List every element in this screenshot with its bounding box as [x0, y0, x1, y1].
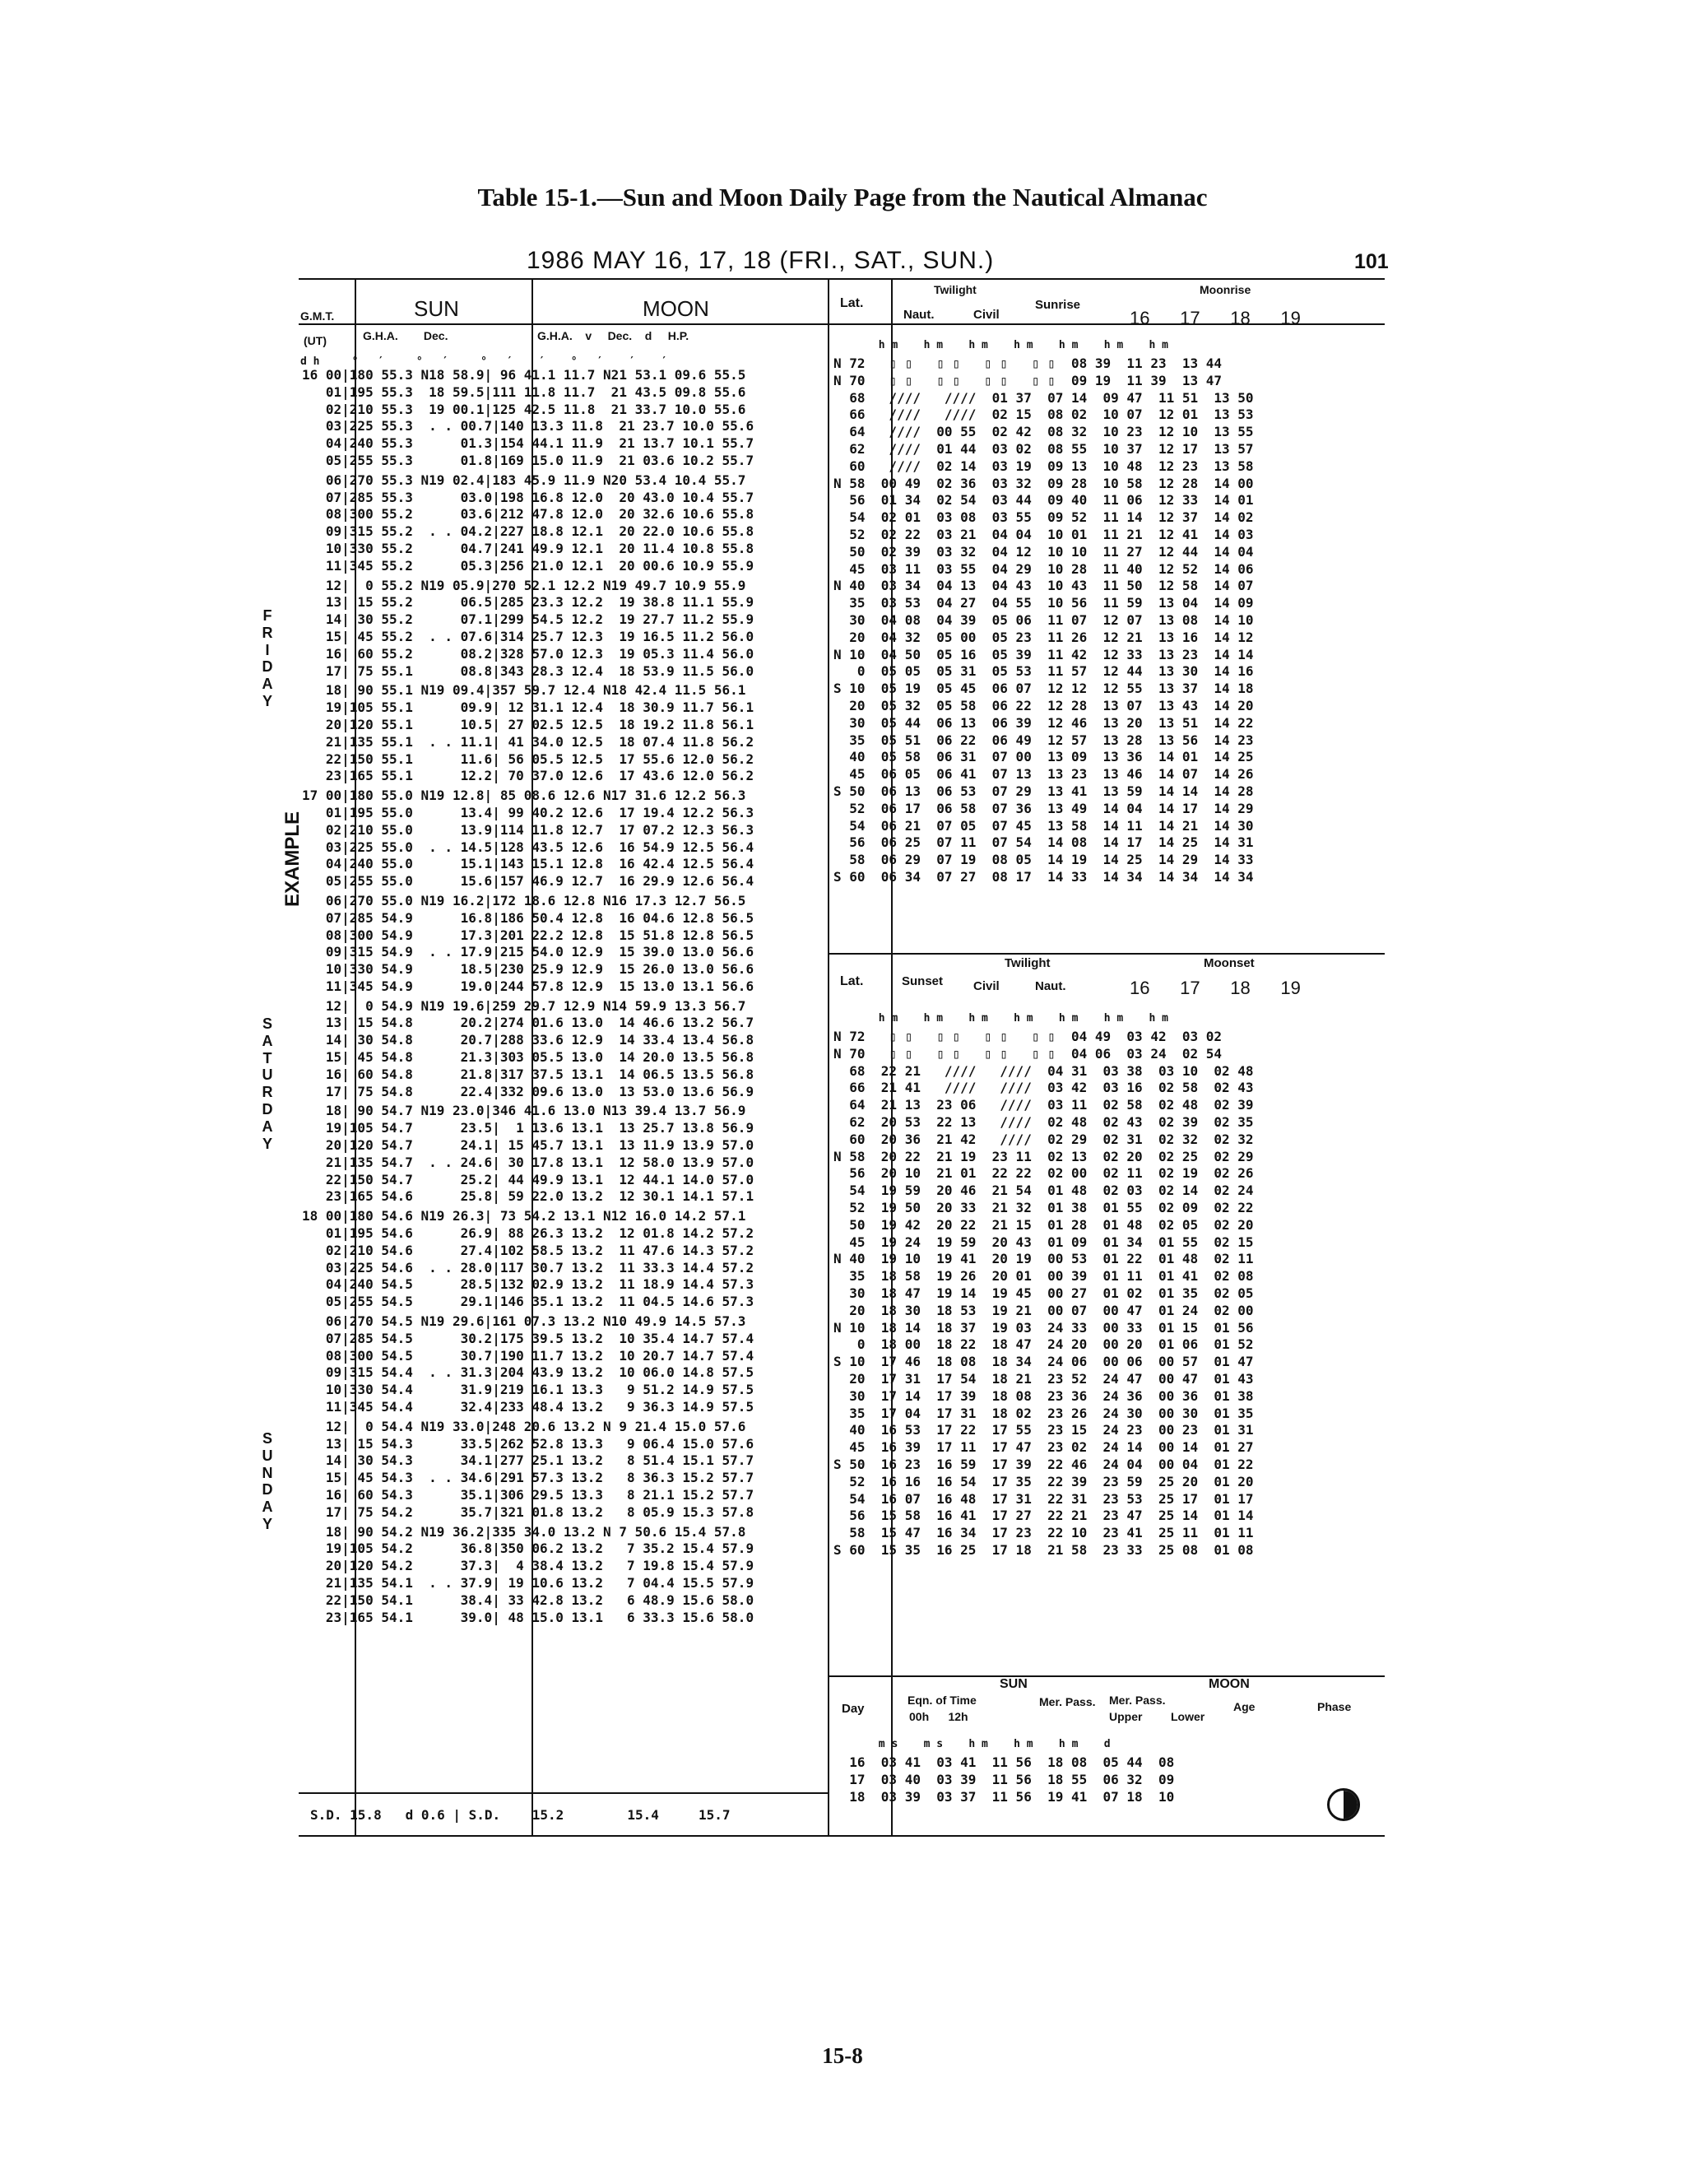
day-letters-friday: [259, 607, 276, 710]
gmt-header: G.M.T.: [300, 309, 335, 323]
hourly-row: 02|210 55.3 19 00.1|125 42.5 11.8 21 33.7 10.0 55.6: [302, 401, 746, 417]
civil-header-2: Civil: [973, 979, 1000, 993]
hourly-row: 08|300 54.9 17.3|201 22.2 12.8 15 51.8 12.8 56.5: [302, 927, 754, 943]
hourly-row: 09|315 54.9 . . 17.9|215 54.0 12.9 15 39.0 13.0 56.6: [302, 944, 754, 960]
hourly-row: 17| 75 54.8 22.4|332 09.6 13.0 13 53.0 13.6 56.9: [302, 1083, 754, 1099]
latitude-row: 54 02 01 03 08 03 55 09 52 11 14 12 37 14 02: [833, 509, 1254, 526]
latitude-row: 0 18 00 18 22 18 47 24 20 00 20 01 06 01 52: [833, 1336, 1254, 1353]
latitude-row: 0 05 05 05 31 05 53 11 57 12 44 13 30 14 16: [833, 663, 1254, 680]
upper-header: Upper: [1109, 1710, 1143, 1723]
latitude-row: 62 //// 01 44 03 02 08 55 10 37 12 17 13 57: [833, 440, 1254, 457]
latitude-row: N 72 ▯ ▯ ▯ ▯ ▯ ▯ ▯ ▯ 04 49 03 42 03 02: [833, 1029, 1223, 1044]
set-units: h m h m h m h m h m h m h m: [833, 1012, 1168, 1025]
hourly-row: 20|120 54.2 37.3| 4 38.4 13.2 7 19.8 15.4 57.9: [302, 1558, 754, 1574]
hourly-row: 17 00|180 55.0 N19 12.8| 85 08.6 12.6 N17 31.6 12.2 56.3: [302, 788, 746, 804]
lower-header: Lower: [1171, 1710, 1205, 1723]
day-header-top-rule: [828, 1675, 1385, 1677]
hourly-row: 21|135 55.1 . . 11.1| 41 34.0 12.5 18 07.4 11.8 56.2: [302, 733, 754, 750]
latitude-row: 30 18 47 19 14 19 45 00 27 01 02 01 35 02 05: [833, 1285, 1254, 1301]
latitude-row: 60 //// 02 14 03 19 09 13 10 48 12 23 13 58: [833, 458, 1254, 474]
latitude-row: 62 20 53 22 13 //// 02 48 02 43 02 39 02 35: [833, 1113, 1254, 1130]
hourly-row: 05|255 55.3 01.8|169 15.0 11.9 21 03.6 10.2 55.7: [302, 452, 754, 468]
moonset-header: Moonset: [1204, 956, 1255, 970]
hourly-row: 05|255 54.5 29.1|146 35.1 13.2 11 04.5 14.6 57.3: [302, 1294, 754, 1310]
hourly-row: 15| 45 55.2 . . 07.6|314 25.7 12.3 19 16.5 11.2 56.0: [302, 628, 754, 644]
hourly-row: 06|270 54.5 N19 29.6|161 07.3 13.2 N10 49.9 14.5 57.3: [302, 1313, 746, 1330]
ut-header: (UT): [304, 334, 327, 347]
latitude-row: S 10 05 19 05 45 06 07 12 12 12 55 13 37 14 18: [833, 681, 1254, 697]
latitude-row: 30 04 08 04 39 05 06 11 07 12 07 13 08 14 10: [833, 611, 1254, 628]
hourly-row: 02|210 54.6 27.4|102 58.5 13.2 11 47.6 14.3 57.2: [302, 1242, 754, 1258]
latitude-row: 68 22 21 //// //// 04 31 03 38 03 10 02 48: [833, 1062, 1254, 1079]
latitude-row: 20 18 30 18 53 19 21 00 07 00 47 01 24 02 00: [833, 1302, 1254, 1318]
eqn-time-header: Eqn. of Time: [907, 1694, 977, 1707]
hourly-row: 09|315 55.2 . . 04.2|227 18.8 12.1 20 22.0 10.6 55.8: [302, 523, 754, 540]
hourly-row: 01|195 54.6 26.9| 88 26.3 13.2 12 01.8 14.2 57.2: [302, 1225, 754, 1242]
set-twilight-table: [833, 1029, 1254, 1559]
day-row: 16 03 41 03 41 11 56 18 08 05 44 08: [833, 1754, 1175, 1770]
hourly-row: 05|255 55.0 15.6|157 46.9 12.7 16 29.9 12.6 56.4: [302, 873, 754, 890]
hourly-row: 20|120 54.7 24.1| 15 45.7 13.1 13 11.9 13.9 57.0: [302, 1137, 754, 1154]
hourly-row: 14| 30 54.8 20.7|288 33.6 12.9 14 33.4 13.4 56.8: [302, 1032, 754, 1048]
hourly-row: 13| 15 54.8 20.2|274 01.6 13.0 14 46.6 13.2 56.7: [302, 1015, 754, 1031]
hourly-row: 09|315 54.4 . . 31.3|204 43.9 13.2 10 06.0 14.8 57.5: [302, 1364, 754, 1381]
age-header: Age: [1233, 1700, 1256, 1713]
latitude-row: N 40 19 10 19 41 20 19 00 53 01 22 01 48 02 11: [833, 1251, 1254, 1267]
hourly-row: 19|105 55.1 09.9| 12 31.1 12.4 18 30.9 11.7 56.1: [302, 699, 754, 716]
latitude-row: 56 06 25 07 11 07 54 14 08 14 17 14 25 14 31: [833, 834, 1254, 851]
latitude-row: 35 18 58 19 26 20 01 00 39 01 11 01 41 02 08: [833, 1268, 1254, 1285]
day-letter: A: [262, 1118, 273, 1135]
latitude-row: 60 20 36 21 42 //// 02 29 02 31 02 32 02 32: [833, 1131, 1254, 1147]
day-letter: R: [262, 1084, 273, 1101]
latitude-row: S 10 17 46 18 08 18 34 24 06 00 06 00 57 01 47: [833, 1354, 1254, 1370]
hourly-row: 23|165 54.1 39.0| 48 15.0 13.1 6 33.3 15.6 58.0: [302, 1609, 754, 1625]
hourly-row: 03|225 54.6 . . 28.0|117 30.7 13.2 11 33.3 14.4 57.2: [302, 1259, 754, 1276]
latitude-row: 52 06 17 06 58 07 36 13 49 14 04 14 17 14 29: [833, 800, 1254, 816]
hourly-row: 14| 30 54.3 34.1|277 25.1 13.2 8 51.4 15.1 57.7: [302, 1452, 754, 1469]
latitude-row: 58 15 47 16 34 17 23 22 10 23 41 25 11 01 11: [833, 1525, 1254, 1541]
day-header: Day: [842, 1702, 865, 1716]
hourly-row: 20|120 55.1 10.5| 27 02.5 12.5 18 19.2 11.8 56.1: [302, 716, 754, 732]
sunrise-header: Sunrise: [1035, 298, 1081, 312]
hourly-row: 07|285 55.3 03.0|198 16.8 12.0 20 43.0 10.4 55.7: [302, 489, 754, 505]
latitude-row: 50 19 42 20 22 21 15 01 28 01 48 02 05 02 20: [833, 1216, 1254, 1233]
bottom-rule: [299, 1835, 1385, 1837]
rise-twilight-table: [833, 355, 1254, 886]
latitude-row: 35 17 04 17 31 18 02 23 26 24 30 00 30 01 35: [833, 1405, 1254, 1421]
hourly-row: 16| 60 54.3 35.1|306 29.5 13.3 8 21.1 15.2 57.7: [302, 1487, 754, 1503]
table-caption: Table 15-1.—Sun and Moon Daily Page from the Nautical Almanac: [477, 183, 1208, 211]
sunset-header: Sunset: [902, 974, 944, 988]
day-letter: Y: [262, 692, 272, 709]
eqn-time-columns: 00h 12h: [909, 1710, 968, 1723]
latitude-row: 45 06 05 06 41 07 13 13 23 13 46 14 07 14 26: [833, 766, 1254, 783]
latitude-row: 52 16 16 16 54 17 35 22 39 23 59 25 20 01 20: [833, 1473, 1254, 1489]
hourly-row: 14| 30 55.2 07.1|299 54.5 12.2 19 27.7 11.2 55.9: [302, 611, 754, 628]
hourly-row: 08|300 55.2 03.6|212 47.8 12.0 20 32.6 10.6 55.8: [302, 506, 754, 523]
rise-units: h m h m h m h m h m h m h m: [833, 339, 1168, 351]
twilight-header-2: Twilight: [1005, 956, 1051, 970]
latitude-row: 66 21 41 //// //// 03 42 03 16 02 58 02 43: [833, 1080, 1254, 1096]
sun-moon-units: d h ° ′ ° ′ ° ′ ′ ° ′ ′ ′: [300, 355, 668, 368]
moonset-days: 16 17 18 19: [1130, 978, 1301, 998]
hourly-row: 04|240 55.3 01.3|154 44.1 11.9 21 13.7 10.1 55.7: [302, 435, 754, 452]
latitude-row: S 60 06 34 07 27 08 17 14 33 14 34 14 34 14 34: [833, 868, 1254, 885]
hourly-row: 17| 75 55.1 08.8|343 28.3 12.4 18 53.9 11.5 56.0: [302, 662, 754, 679]
example-label: EXAMPLE: [281, 811, 304, 907]
sun-moon-hourly-table: [302, 367, 754, 1626]
latitude-row: 20 05 32 05 58 06 22 12 28 13 07 13 43 14 20: [833, 697, 1254, 713]
hourly-row: 18| 90 55.1 N19 09.4|357 59.7 12.4 N18 42.4 11.5 56.1: [302, 682, 746, 699]
latitude-row: 54 16 07 16 48 17 31 22 31 23 53 25 17 01 17: [833, 1490, 1254, 1507]
day-letter: F: [262, 607, 272, 624]
hourly-row: 15| 45 54.8 21.3|303 05.5 13.0 14 20.0 13.5 56.8: [302, 1049, 754, 1066]
left-right-divider: [828, 278, 829, 1836]
day-letters-saturday: [259, 1015, 276, 1152]
hourly-row: 03|225 55.3 . . 00.7|140 13.3 11.8 21 23.7 10.0 55.6: [302, 418, 754, 434]
latitude-row: 56 20 10 21 01 22 22 02 00 02 11 02 19 02 26: [833, 1165, 1254, 1182]
hourly-row: 16| 60 55.2 08.2|328 57.0 12.3 19 05.3 11.4 56.0: [302, 645, 754, 662]
hourly-row: 04|240 54.5 28.5|132 02.9 13.2 11 18.9 14.4 57.3: [302, 1276, 754, 1293]
hourly-row: 10|330 54.4 31.9|219 16.1 13.3 9 51.2 14.9 57.5: [302, 1382, 754, 1398]
day-letter: S: [262, 1430, 272, 1447]
latitude-row: N 72 ▯ ▯ ▯ ▯ ▯ ▯ ▯ ▯ 08 39 11 23 13 44: [833, 355, 1223, 371]
hourly-row: 01|195 55.3 18 59.5|111 11.8 11.7 21 43.5 09.8 55.6: [302, 383, 746, 400]
hourly-row: 21|135 54.7 . . 24.6| 30 17.8 13.1 12 58.0 13.9 57.0: [302, 1154, 754, 1170]
hourly-row: 22|150 54.7 25.2| 44 49.9 13.1 12 44.1 14.0 57.0: [302, 1171, 754, 1187]
almanac-title: 1986 MAY 16, 17, 18 (FRI., SAT., SUN.): [527, 247, 995, 274]
latitude-row: 54 06 21 07 05 07 45 13 58 14 11 14 21 14 30: [833, 817, 1254, 834]
latitude-row: 54 19 59 20 46 21 54 01 48 02 03 02 14 02 24: [833, 1183, 1254, 1199]
latitude-row: S 50 16 23 16 59 17 39 22 46 24 04 00 04 01 22: [833, 1456, 1254, 1472]
latitude-row: S 50 06 13 06 53 07 29 13 41 13 59 14 14 14 28: [833, 783, 1254, 799]
lat-header-2: Lat.: [840, 974, 864, 988]
day-letter: D: [262, 1481, 273, 1499]
latitude-row: 30 17 14 17 39 18 08 23 36 24 36 00 36 01 38: [833, 1387, 1254, 1404]
day-letter: R: [262, 624, 273, 641]
hourly-row: 06|270 55.0 N19 16.2|172 18.6 12.8 N16 17.3 12.7 56.5: [302, 892, 746, 908]
day-letter: N: [262, 1464, 273, 1481]
latitude-row: 56 15 58 16 41 17 27 22 21 23 47 25 14 01 14: [833, 1508, 1254, 1524]
twilight-header: Twilight: [934, 283, 977, 296]
latitude-row: 66 //// //// 02 15 08 02 10 07 12 01 13 53: [833, 407, 1254, 423]
bottom-units: m s m s h m h m h m d: [833, 1738, 1111, 1750]
day-letter: A: [262, 676, 273, 693]
hourly-row: 22|150 54.1 38.4| 33 42.8 13.2 6 48.9 15.6 58.0: [302, 1592, 754, 1608]
day-letters-sunday: [259, 1430, 276, 1533]
naut-header: Naut.: [903, 308, 935, 322]
moonrise-days: 16 17 18 19: [1130, 308, 1301, 328]
latitude-row: 40 16 53 17 22 17 55 23 15 24 23 00 23 01 31: [833, 1422, 1254, 1438]
moon-header: MOON: [643, 296, 709, 321]
hourly-row: 12| 0 54.4 N19 33.0|248 20.6 13.2 N 9 21.4 15.0 57.6: [302, 1418, 746, 1434]
hourly-row: 10|330 54.9 18.5|230 25.9 12.9 15 26.0 13.0 56.6: [302, 961, 754, 978]
mer-pass-table: [833, 1754, 1174, 1805]
semi-diameter-row: S.D. 15.8 d 0.6 | S.D. 15.2 15.4 15.7: [310, 1807, 731, 1823]
latitude-row: 58 06 29 07 19 08 05 14 19 14 25 14 29 14 33: [833, 852, 1254, 868]
latitude-row: 52 19 50 20 33 21 32 01 38 01 55 02 09 02 22: [833, 1199, 1254, 1215]
day-letter: D: [262, 658, 273, 676]
latitude-row: 64 21 13 23 06 //// 03 11 02 58 02 48 02 39: [833, 1097, 1254, 1113]
lat-header: Lat.: [840, 296, 864, 310]
hourly-row: 10|330 55.2 04.7|241 49.9 12.1 20 11.4 10.8 55.8: [302, 540, 754, 556]
latitude-row: N 58 20 22 21 19 23 11 02 13 02 20 02 25 02 29: [833, 1148, 1254, 1164]
phase-header: Phase: [1317, 1700, 1352, 1713]
sd-rule: [299, 1792, 828, 1794]
hourly-row: 21|135 54.1 . . 37.9| 19 10.6 13.2 7 04.4 15.5 57.9: [302, 1574, 754, 1591]
latitude-row: 56 01 34 02 54 03 44 09 40 11 06 12 33 14 01: [833, 492, 1254, 509]
hourly-row: 22|150 55.1 11.6| 56 05.5 12.5 17 55.6 12.0 56.2: [302, 750, 754, 767]
hourly-row: 17| 75 54.2 35.7|321 01.8 13.2 8 05.9 15.3 57.8: [302, 1503, 754, 1520]
hourly-row: 03|225 55.0 . . 14.5|128 43.5 12.6 16 54.9 12.5 56.4: [302, 839, 754, 855]
hourly-row: 08|300 54.5 30.7|190 11.7 13.2 10 20.7 14.7 57.4: [302, 1347, 754, 1364]
day-row: 17 03 40 03 39 11 56 18 55 06 32 09: [833, 1771, 1175, 1787]
day-letter: U: [262, 1447, 273, 1464]
hourly-row: 12| 0 54.9 N19 19.6|259 29.7 12.9 N14 59.9 13.3 56.7: [302, 997, 746, 1014]
hourly-row: 04|240 55.0 15.1|143 15.1 12.8 16 42.4 12.5 56.4: [302, 856, 754, 872]
latitude-row: N 70 ▯ ▯ ▯ ▯ ▯ ▯ ▯ ▯ 04 06 03 24 02 54: [833, 1045, 1223, 1062]
sun-column-headers: G.H.A. Dec.: [363, 329, 448, 342]
day-letter: D: [262, 1100, 273, 1118]
latitude-row: 20 17 31 17 54 18 21 23 52 24 47 00 47 01 43: [833, 1370, 1254, 1387]
hourly-row: 13| 15 54.3 33.5|262 52.8 13.3 9 06.4 15.0 57.6: [302, 1435, 754, 1452]
day-letter: U: [262, 1066, 273, 1084]
day-letter: A: [262, 1032, 273, 1049]
day-letter: I: [265, 641, 270, 658]
latitude-row: 52 02 22 03 21 04 04 10 01 11 21 12 41 14 03: [833, 526, 1254, 542]
latitude-row: 40 05 58 06 31 07 00 13 09 13 36 14 01 14 25: [833, 749, 1254, 765]
hourly-row: 23|165 55.1 12.2| 70 37.0 12.6 17 43.6 12.0 56.2: [302, 768, 754, 784]
moonrise-header: Moonrise: [1200, 283, 1251, 296]
hourly-row: 15| 45 54.3 . . 34.6|291 57.3 13.2 8 36.3 15.2 57.7: [302, 1470, 754, 1486]
hourly-row: 07|285 54.5 30.2|175 39.5 13.2 10 35.4 14.7 57.4: [302, 1330, 754, 1346]
latitude-row: 50 02 39 03 32 04 12 10 10 11 27 12 44 14 04: [833, 543, 1254, 560]
day-letter: Y: [262, 1515, 272, 1532]
moon-column-headers: G.H.A. v Dec. d H.P.: [537, 329, 689, 342]
day-letter: Y: [262, 1135, 272, 1152]
hourly-row: 19|105 54.7 23.5| 1 13.6 13.1 13 25.7 13.8 56.9: [302, 1120, 754, 1136]
sun-header: SUN: [414, 296, 459, 321]
hourly-row: 23|165 54.6 25.8| 59 22.0 13.2 12 30.1 14.1 57.1: [302, 1188, 754, 1205]
day-letter: A: [262, 1499, 273, 1516]
latitude-row: N 58 00 49 02 36 03 32 09 28 10 58 12 28 14 00: [833, 475, 1254, 491]
latitude-row: 64 //// 00 55 02 42 08 32 10 23 12 10 13 55: [833, 424, 1254, 440]
hourly-row: 19|105 54.2 36.8|350 06.2 13.2 7 35.2 15.4 57.9: [302, 1540, 754, 1557]
hourly-row: 16 00|180 55.3 N18 58.9| 96 41.1 11.7 N21 53.1 09.6 55.5: [302, 367, 746, 383]
hourly-row: 01|195 55.0 13.4| 99 40.2 12.6 17 19.4 12.2 56.3: [302, 804, 754, 820]
almanac-page-number: 101: [1354, 250, 1389, 273]
day-row: 18 03 39 03 37 11 56 19 41 07 18 10: [833, 1788, 1175, 1805]
moon-phase-icon: [1327, 1788, 1360, 1821]
latitude-row: 30 05 44 06 13 06 39 12 46 13 20 13 51 14 22: [833, 714, 1254, 731]
hourly-row: 11|345 54.9 19.0|244 57.8 12.9 15 13.0 13.1 56.6: [302, 978, 754, 994]
latitude-row: 20 04 32 05 00 05 23 11 26 12 21 13 16 14 12: [833, 629, 1254, 645]
hourly-row: 12| 0 55.2 N19 05.9|270 52.1 12.2 N19 49.7 10.9 55.9: [302, 577, 746, 593]
latitude-row: N 40 03 34 04 13 04 43 10 43 11 50 12 58 14 07: [833, 578, 1254, 594]
moon-mer-pass-header: Mer. Pass.: [1109, 1694, 1166, 1707]
top-rule: [299, 278, 1385, 280]
latitude-row: 45 19 24 19 59 20 43 01 09 01 34 01 55 02 15: [833, 1234, 1254, 1250]
moon-sub-header: MOON: [1209, 1677, 1250, 1691]
day-letter: T: [262, 1049, 272, 1066]
latitude-row: N 10 04 50 05 16 05 39 11 42 12 33 13 23 14 14: [833, 646, 1254, 662]
hourly-row: 06|270 55.3 N19 02.4|183 45.9 11.9 N20 53.4 10.4 55.7: [302, 472, 746, 488]
hourly-row: 16| 60 54.8 21.8|317 37.5 13.1 14 06.5 13.5 56.8: [302, 1066, 754, 1082]
hourly-row: 02|210 55.0 13.9|114 11.8 12.7 17 07.2 12.3 56.3: [302, 821, 754, 838]
sunset-header-top-rule: [828, 953, 1385, 955]
hourly-row: 18| 90 54.2 N19 36.2|335 34.0 13.2 N 7 50.6 15.4 57.8: [302, 1523, 746, 1540]
hourly-row: 18 00|180 54.6 N19 26.3| 73 54.2 13.1 N12 16.0 14.2 57.1: [302, 1208, 746, 1224]
hourly-row: 11|345 54.4 32.4|233 48.4 13.2 9 36.3 14.9 57.5: [302, 1399, 754, 1415]
sun-sub-header: SUN: [1000, 1677, 1028, 1691]
hourly-row: 07|285 54.9 16.8|186 50.4 12.8 16 04.6 12.8 56.5: [302, 909, 754, 926]
latitude-row: 68 //// //// 01 37 07 14 09 47 11 51 13 50: [833, 389, 1254, 406]
latitude-row: 35 05 51 06 22 06 49 12 57 13 28 13 56 14 23: [833, 732, 1254, 748]
hourly-row: 13| 15 55.2 06.5|285 23.3 12.2 19 38.8 11.1 55.9: [302, 594, 754, 611]
latitude-row: S 60 15 35 16 25 17 18 21 58 23 33 25 08 01 08: [833, 1541, 1254, 1558]
naut-header-2: Naut.: [1035, 979, 1066, 993]
latitude-row: N 70 ▯ ▯ ▯ ▯ ▯ ▯ ▯ ▯ 09 19 11 39 13 47: [833, 372, 1223, 388]
sun-mer-pass-header: Mer. Pass.: [1039, 1695, 1096, 1708]
day-letter: S: [262, 1015, 272, 1032]
hourly-row: 18| 90 54.7 N19 23.0|346 41.6 13.0 N13 39.4 13.7 56.9: [302, 1103, 746, 1119]
civil-header: Civil: [973, 308, 1000, 322]
latitude-row: 35 03 53 04 27 04 55 10 56 11 59 13 04 14 09: [833, 595, 1254, 611]
hourly-row: 11|345 55.2 05.3|256 21.0 12.1 20 00.6 10.9 55.9: [302, 557, 754, 574]
latitude-row: 45 16 39 17 11 17 47 23 02 24 14 00 14 01 27: [833, 1439, 1254, 1456]
latitude-row: N 10 18 14 18 37 19 03 24 33 00 33 01 15 01 56: [833, 1319, 1254, 1336]
latitude-row: 45 03 11 03 55 04 29 10 28 11 40 12 52 14 06: [833, 560, 1254, 577]
page-footer: 15-8: [822, 2043, 863, 2068]
